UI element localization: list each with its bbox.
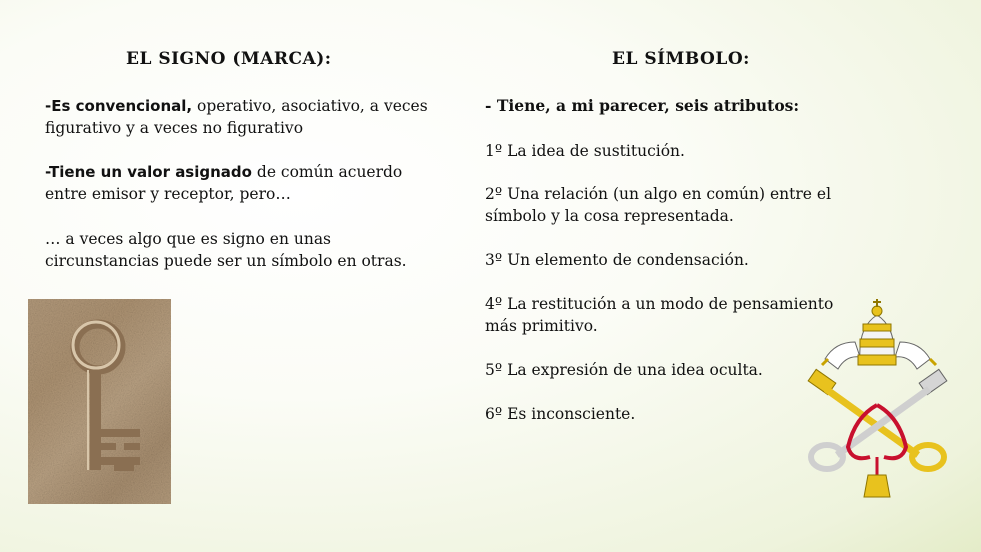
signo-paragraph-1 [45, 95, 435, 139]
key-carving-icon [28, 299, 171, 504]
signo-p2-bold: -Tiene un valor asignado [45, 163, 252, 181]
signo-p1-bold: -Es convencional, [45, 97, 193, 115]
signo-p1-text: operativo, asociativo, a veces figurativo y a veces no figurativo [45, 97, 428, 137]
simbolo-intro: - Tiene, a mi parecer, seis atributos: [485, 96, 800, 115]
title-simbolo: EL SÍMBOLO: [612, 49, 750, 69]
attribute-3: 3º Un elemento de condensación. [485, 251, 749, 269]
stone-key-carving-image [28, 299, 171, 504]
attribute-4: 4º La restitución a un modo de pensamiento más primitivo. [485, 295, 834, 335]
attribute-1: 1º La idea de sustitución. [485, 142, 685, 160]
attribute-6: 6º Es inconsciente. [485, 405, 636, 423]
attribute-2: 2º Una relación (un algo en común) entre el símbolo y la cosa representada. [485, 185, 832, 225]
attribute-5: 5º La expresión de una idea oculta. [485, 361, 763, 379]
papal-emblem-icon [800, 297, 955, 502]
title-signo: EL SIGNO (MARCA): [126, 49, 332, 69]
signo-p2-text: de común acuerdo entre emisor y receptor, pero… [45, 163, 403, 203]
signo-paragraph-3: … a veces algo que es signo en unas circunstancias puede ser un símbolo en otras. [45, 230, 407, 270]
papal-emblem-image [800, 297, 955, 502]
signo-paragraph-2 [45, 161, 435, 205]
